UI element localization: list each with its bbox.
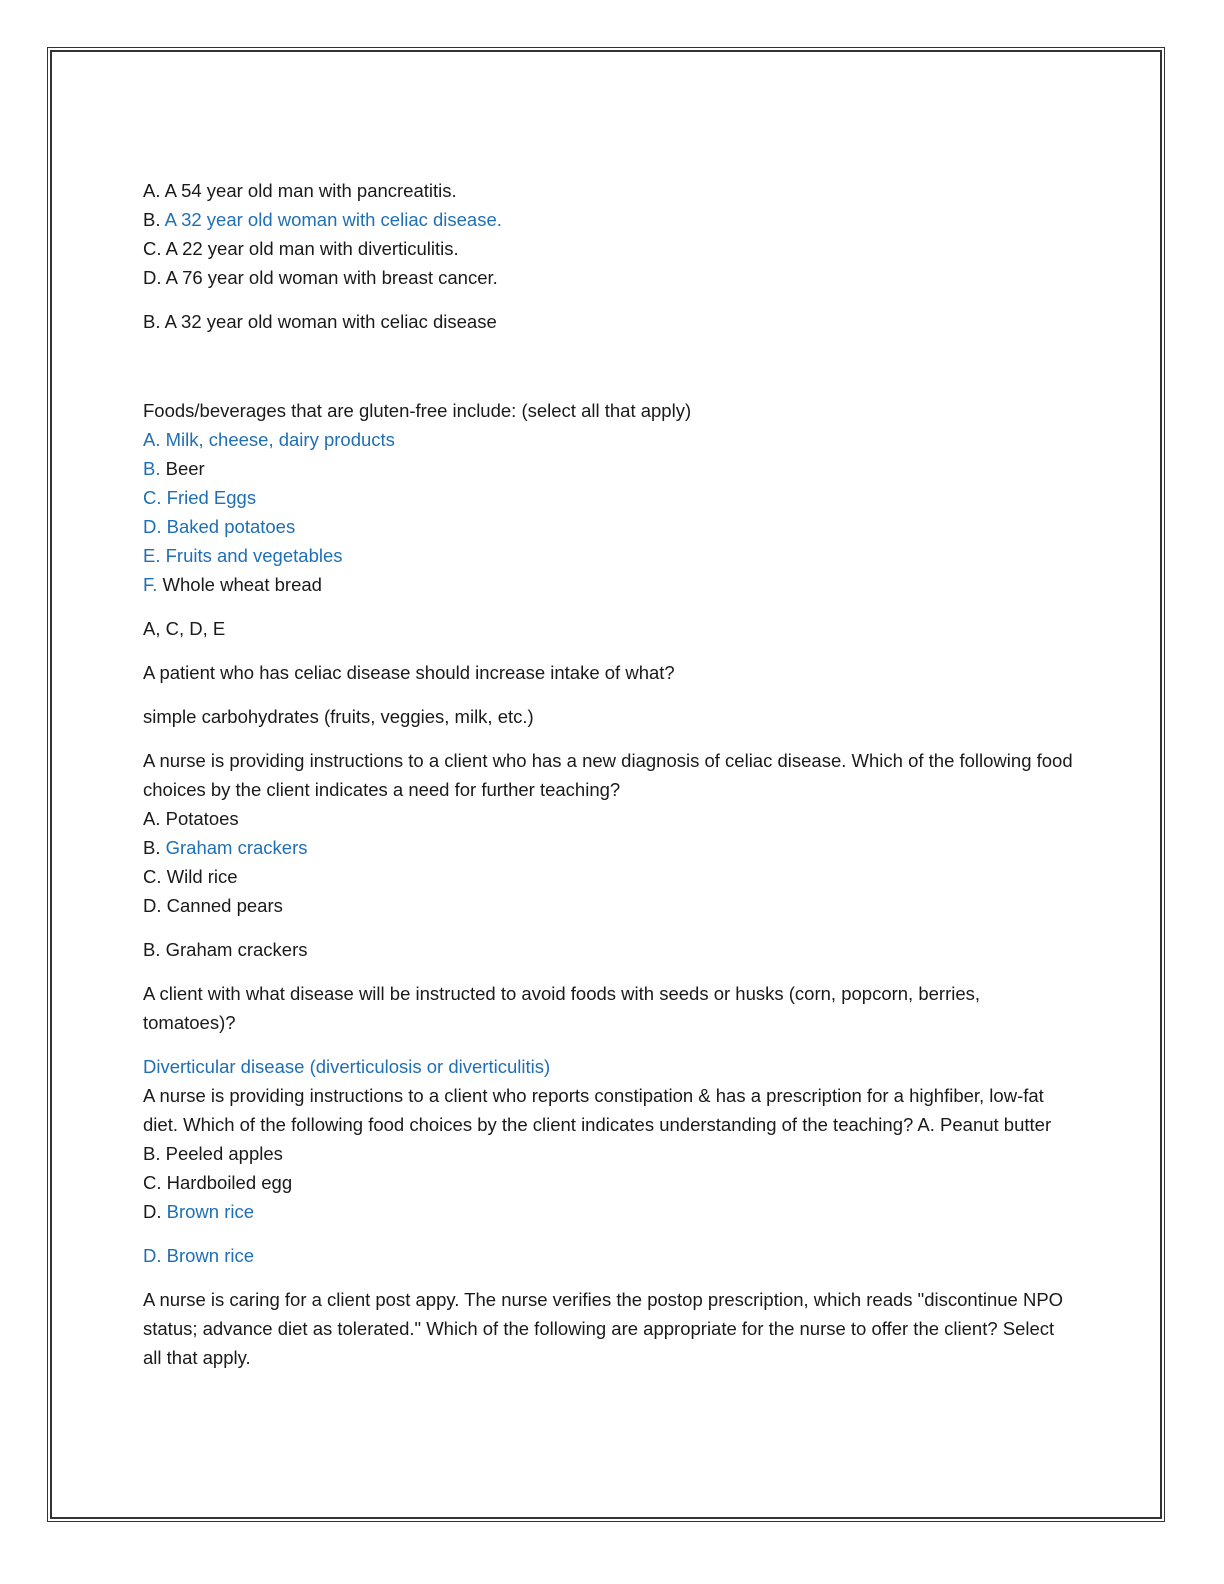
q2-option-e: E. Fruits and vegetables (143, 545, 343, 566)
q2-option-a: A. Milk, cheese, dairy products (143, 429, 395, 450)
document-body (143, 176, 1073, 1372)
q4-option-c: C. Wild rice (143, 866, 238, 887)
q5-question: A client with what disease will be instructed to avoid foods with seeds or husks (corn, popcorn, berries, tomatoes)? (143, 983, 981, 1033)
q1-option-a: A. A 54 year old man with pancreatitis. (143, 180, 457, 201)
q3-question: A patient who has celiac disease should increase intake of what? (143, 662, 675, 683)
q2-answer: A, C, D, E (143, 618, 226, 639)
q4-answer: B. Graham crackers (143, 939, 308, 960)
q1-option-c: C. A 22 year old man with diverticulitis. (143, 238, 459, 259)
q1-answer: B. A 32 year old woman with celiac disease (143, 311, 497, 332)
q4-question: A nurse is providing instructions to a client who has a new diagnosis of celiac disease. Which of the following food choices by the client indicates a need for further teaching? (143, 750, 1073, 800)
q6-option-c: C. Hardboiled egg (143, 1172, 293, 1193)
q6-answer: D. Brown rice (143, 1245, 255, 1266)
q2-option-d: D. Baked potatoes (143, 516, 296, 537)
q6-option-b: B. Peeled apples (143, 1143, 283, 1164)
q6-question: A nurse is providing instructions to a client who reports constipation & has a prescription for a highfiber, low-fat diet. Which of the following food choices by the client indicates understanding of the teaching? A. Peanut butter (143, 1085, 1052, 1135)
q2-option-c: C. Fried Eggs (143, 487, 257, 508)
q7-question: A nurse is caring for a client post appy. The nurse verifies the postop prescription, which reads "discontinue NPO status; advance diet as tolerated." Which of the following are appropriate for the nurse to offer the client? Select all that apply. (143, 1289, 1064, 1368)
q2-option-b: B. Beer (143, 458, 205, 479)
q2-option-f: F. Whole wheat bread (143, 574, 322, 595)
q4-option-b: B. Graham crackers (143, 837, 308, 858)
q4-option-a: A. Potatoes (143, 808, 239, 829)
q1-option-d: D. A 76 year old woman with breast cancer. (143, 267, 498, 288)
q6-option-d: D. Brown rice (143, 1201, 255, 1222)
q5-answer: Diverticular disease (diverticulosis or diverticulitis) (143, 1056, 551, 1077)
q3-answer: simple carbohydrates (fruits, veggies, milk, etc.) (143, 706, 534, 727)
q2-question: Foods/beverages that are gluten-free include: (select all that apply) (143, 400, 692, 421)
q1-option-b: B. A 32 year old woman with celiac disease. (143, 209, 502, 230)
q4-option-d: D. Canned pears (143, 895, 283, 916)
